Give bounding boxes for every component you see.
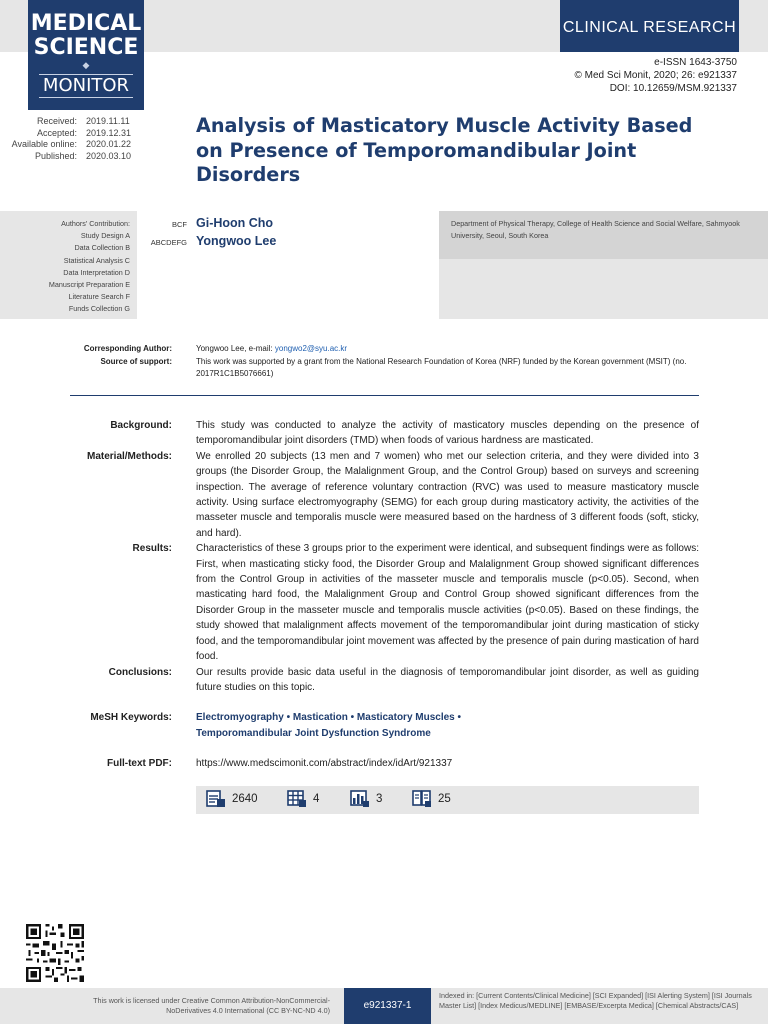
logo-line-1: MEDICAL xyxy=(30,11,142,36)
stat-figures xyxy=(350,790,382,808)
corresponding-author-value xyxy=(196,343,698,356)
abstract-text: We enrolled 20 subjects (13 men and 7 women) who met our selection criteria, and they were divided into 3 groups (the Disorder Group, the Malalignment Group, and the Control Group) based on surveys and screening inspection. The average of reference voluntary contraction (RVC) was used to measure masticatory muscle activity. Using surface electromyography (SEMG) for each group during masticatory activity, the activities of the masseter muscle and temporalis muscle were measured based on the hardness of 3 different foods (soft, sticky, and hard). xyxy=(196,450,699,539)
logo-line-3: MONITOR xyxy=(39,74,133,98)
contribution-item: Data Interpretation D xyxy=(63,267,130,277)
contribution-item: Statistical Analysis C xyxy=(63,255,130,265)
abstract-label: Background: xyxy=(110,420,172,431)
contributions-legend xyxy=(0,218,130,316)
date-label: Published: xyxy=(34,150,77,161)
license-text[interactable]: This work is licensed under Creative Common Attribution-NonCommercial-NoDerivatives 4.0 International (CC BY-NC-ND 4.0) xyxy=(93,996,330,1015)
author-row xyxy=(140,233,276,251)
references-icon xyxy=(412,790,432,808)
journal-meta xyxy=(575,56,737,95)
date-row xyxy=(0,151,134,163)
logo-line-2: SCIENCE xyxy=(33,35,139,60)
support-text: This work was supported by a grant from the National Research Foundation of Korea (NRF) funded by the Korean government (MSIT) (no. 2017R1C1B5076661) xyxy=(196,356,687,378)
abstract-text: Our results provide basic data useful in the diagnosis of temporomandibular joint disorder, as well as guiding future studies on this topic. xyxy=(196,666,699,693)
doi[interactable]: DOI: 10.12659/MSM.921337 xyxy=(609,83,737,94)
qr-code[interactable] xyxy=(24,922,86,984)
divider xyxy=(70,395,699,396)
contribution-item: Literature Search F xyxy=(68,292,130,302)
abstract-label: Material/Methods: xyxy=(86,450,172,462)
fulltext-link[interactable]: https://www.medscimonit.com/abstract/index/idArt/921337 xyxy=(196,758,453,770)
stat-value: 2640 xyxy=(232,793,258,805)
abstract-text: Characteristics of these 3 groups prior to the experiment were identical, and subsequent findings were as follows: First, when masticating sticky food, the Disorder Group and Malalignment Group showed significant differences from the Control Group in activities of the masseter muscle and temporalis muscle (p<0.05). Second, when masticating hard food, the Malalignment Group and Control Group showed significant differences from the Disorder Group in the masseter muscle and temporalis muscle activities (p<0.05). Based on these findings, the study showed that malalignment affects movement of the temporomandibular joint during mastication of sticky food, and the temporomandibular joint movement was affected by the presence of pain during mastication of hard food. xyxy=(196,543,699,663)
corresponding-author-row xyxy=(0,343,698,356)
fulltext-label: Full-text PDF: xyxy=(107,758,172,770)
contribution-item: Authors' Contribution: xyxy=(61,219,130,228)
article-id: e921337-1 xyxy=(344,988,431,1024)
author-code: ABCDEFG xyxy=(150,238,187,247)
stat-value: 25 xyxy=(438,793,451,805)
word-count-icon xyxy=(206,790,226,808)
abstract-results xyxy=(0,541,768,664)
date-row xyxy=(0,116,134,128)
date-row xyxy=(0,139,134,151)
stat-value: 4 xyxy=(313,793,320,805)
article-title: Analysis of Masticatory Muscle Activity Based on Presence of Temporomandibular Joint Disorders xyxy=(196,114,693,186)
date-label: Accepted: xyxy=(36,127,77,138)
support-label: Source of support: xyxy=(100,356,172,366)
mesh-keywords-row xyxy=(0,710,768,741)
contribution-item: Funds Collection G xyxy=(68,304,130,314)
abstract-label: Conclusions: xyxy=(108,666,172,678)
stat-tables xyxy=(287,790,319,808)
contribution-item: Manuscript Preparation E xyxy=(48,280,130,290)
support-row xyxy=(0,356,698,381)
author-row xyxy=(140,215,276,233)
indexed-in: Indexed in: [Current Contents/Clinical Medicine] [SCI Expanded] [ISI Alerting System] [ISI Journals Master List] [Index Medicus/MEDLINE] [EMBASE/Excerpta Medica] [Chemical Abstracts/CAS] xyxy=(439,991,752,1010)
journal-logo[interactable] xyxy=(28,0,144,110)
eissn: e-ISSN 1643-3750 xyxy=(654,57,737,68)
publication-dates xyxy=(0,116,134,162)
date-value: 2019.12.31 xyxy=(86,127,132,138)
date-label: Received: xyxy=(36,116,77,126)
abstract-background xyxy=(0,418,768,449)
citation: © Med Sci Monit, 2020; 26: e921337 xyxy=(574,70,737,81)
mesh-line: Electromyography • Mastication • Masticatory Muscles • xyxy=(196,712,462,724)
date-value: 2019.11.11 xyxy=(86,116,130,126)
date-row xyxy=(0,128,134,140)
logo-diamond-icon: ◆ xyxy=(82,60,90,70)
contribution-item: Data Collection B xyxy=(74,243,130,253)
email-link[interactable]: yongwo2@syu.ac.kr xyxy=(274,344,348,353)
date-value: 2020.03.10 xyxy=(86,150,132,161)
abstract-methods xyxy=(0,449,768,541)
tables-icon xyxy=(287,790,307,808)
abstract xyxy=(0,418,768,772)
contribution-item: Study Design A xyxy=(80,231,130,241)
corresponding-author-label: Corresponding Author: xyxy=(83,344,172,353)
section-label: CLINICAL RESEARCH xyxy=(560,0,739,52)
stat-references xyxy=(412,790,451,808)
author-list xyxy=(140,215,276,251)
figures-icon xyxy=(350,790,370,808)
mesh-label: MeSH Keywords: xyxy=(90,712,172,724)
abstract-text: This study was conducted to analyze the activity of masticatory muscles depending on the presence of temporomandibular joint disorders (TMD) when foods of various hardness are masticated. xyxy=(196,420,699,447)
author-code: BCF xyxy=(172,220,187,229)
stat-word-count xyxy=(206,790,258,808)
author-name: Gi-Hoon Cho xyxy=(196,216,274,230)
fulltext-row xyxy=(0,756,768,771)
mesh-keywords[interactable] xyxy=(196,710,699,741)
affiliation-text: Department of Physical Therapy, College of Health Science and Social Welfare, Sahmyook University, Seoul, South Korea xyxy=(451,219,740,240)
date-value: 2020.01.22 xyxy=(86,139,132,149)
stat-value: 3 xyxy=(376,793,383,805)
author-name: Yongwoo Lee xyxy=(196,234,277,248)
date-label: Available online: xyxy=(11,139,77,149)
abstract-conclusions xyxy=(0,665,768,696)
mesh-line: Temporomandibular Joint Dysfunction Syndrome xyxy=(196,727,431,739)
corresponding-author-text: Yongwoo Lee, e-mail: xyxy=(196,344,275,353)
affiliation-box xyxy=(439,211,768,259)
abstract-label: Results: xyxy=(132,543,172,555)
article-stats-bar xyxy=(196,786,699,814)
